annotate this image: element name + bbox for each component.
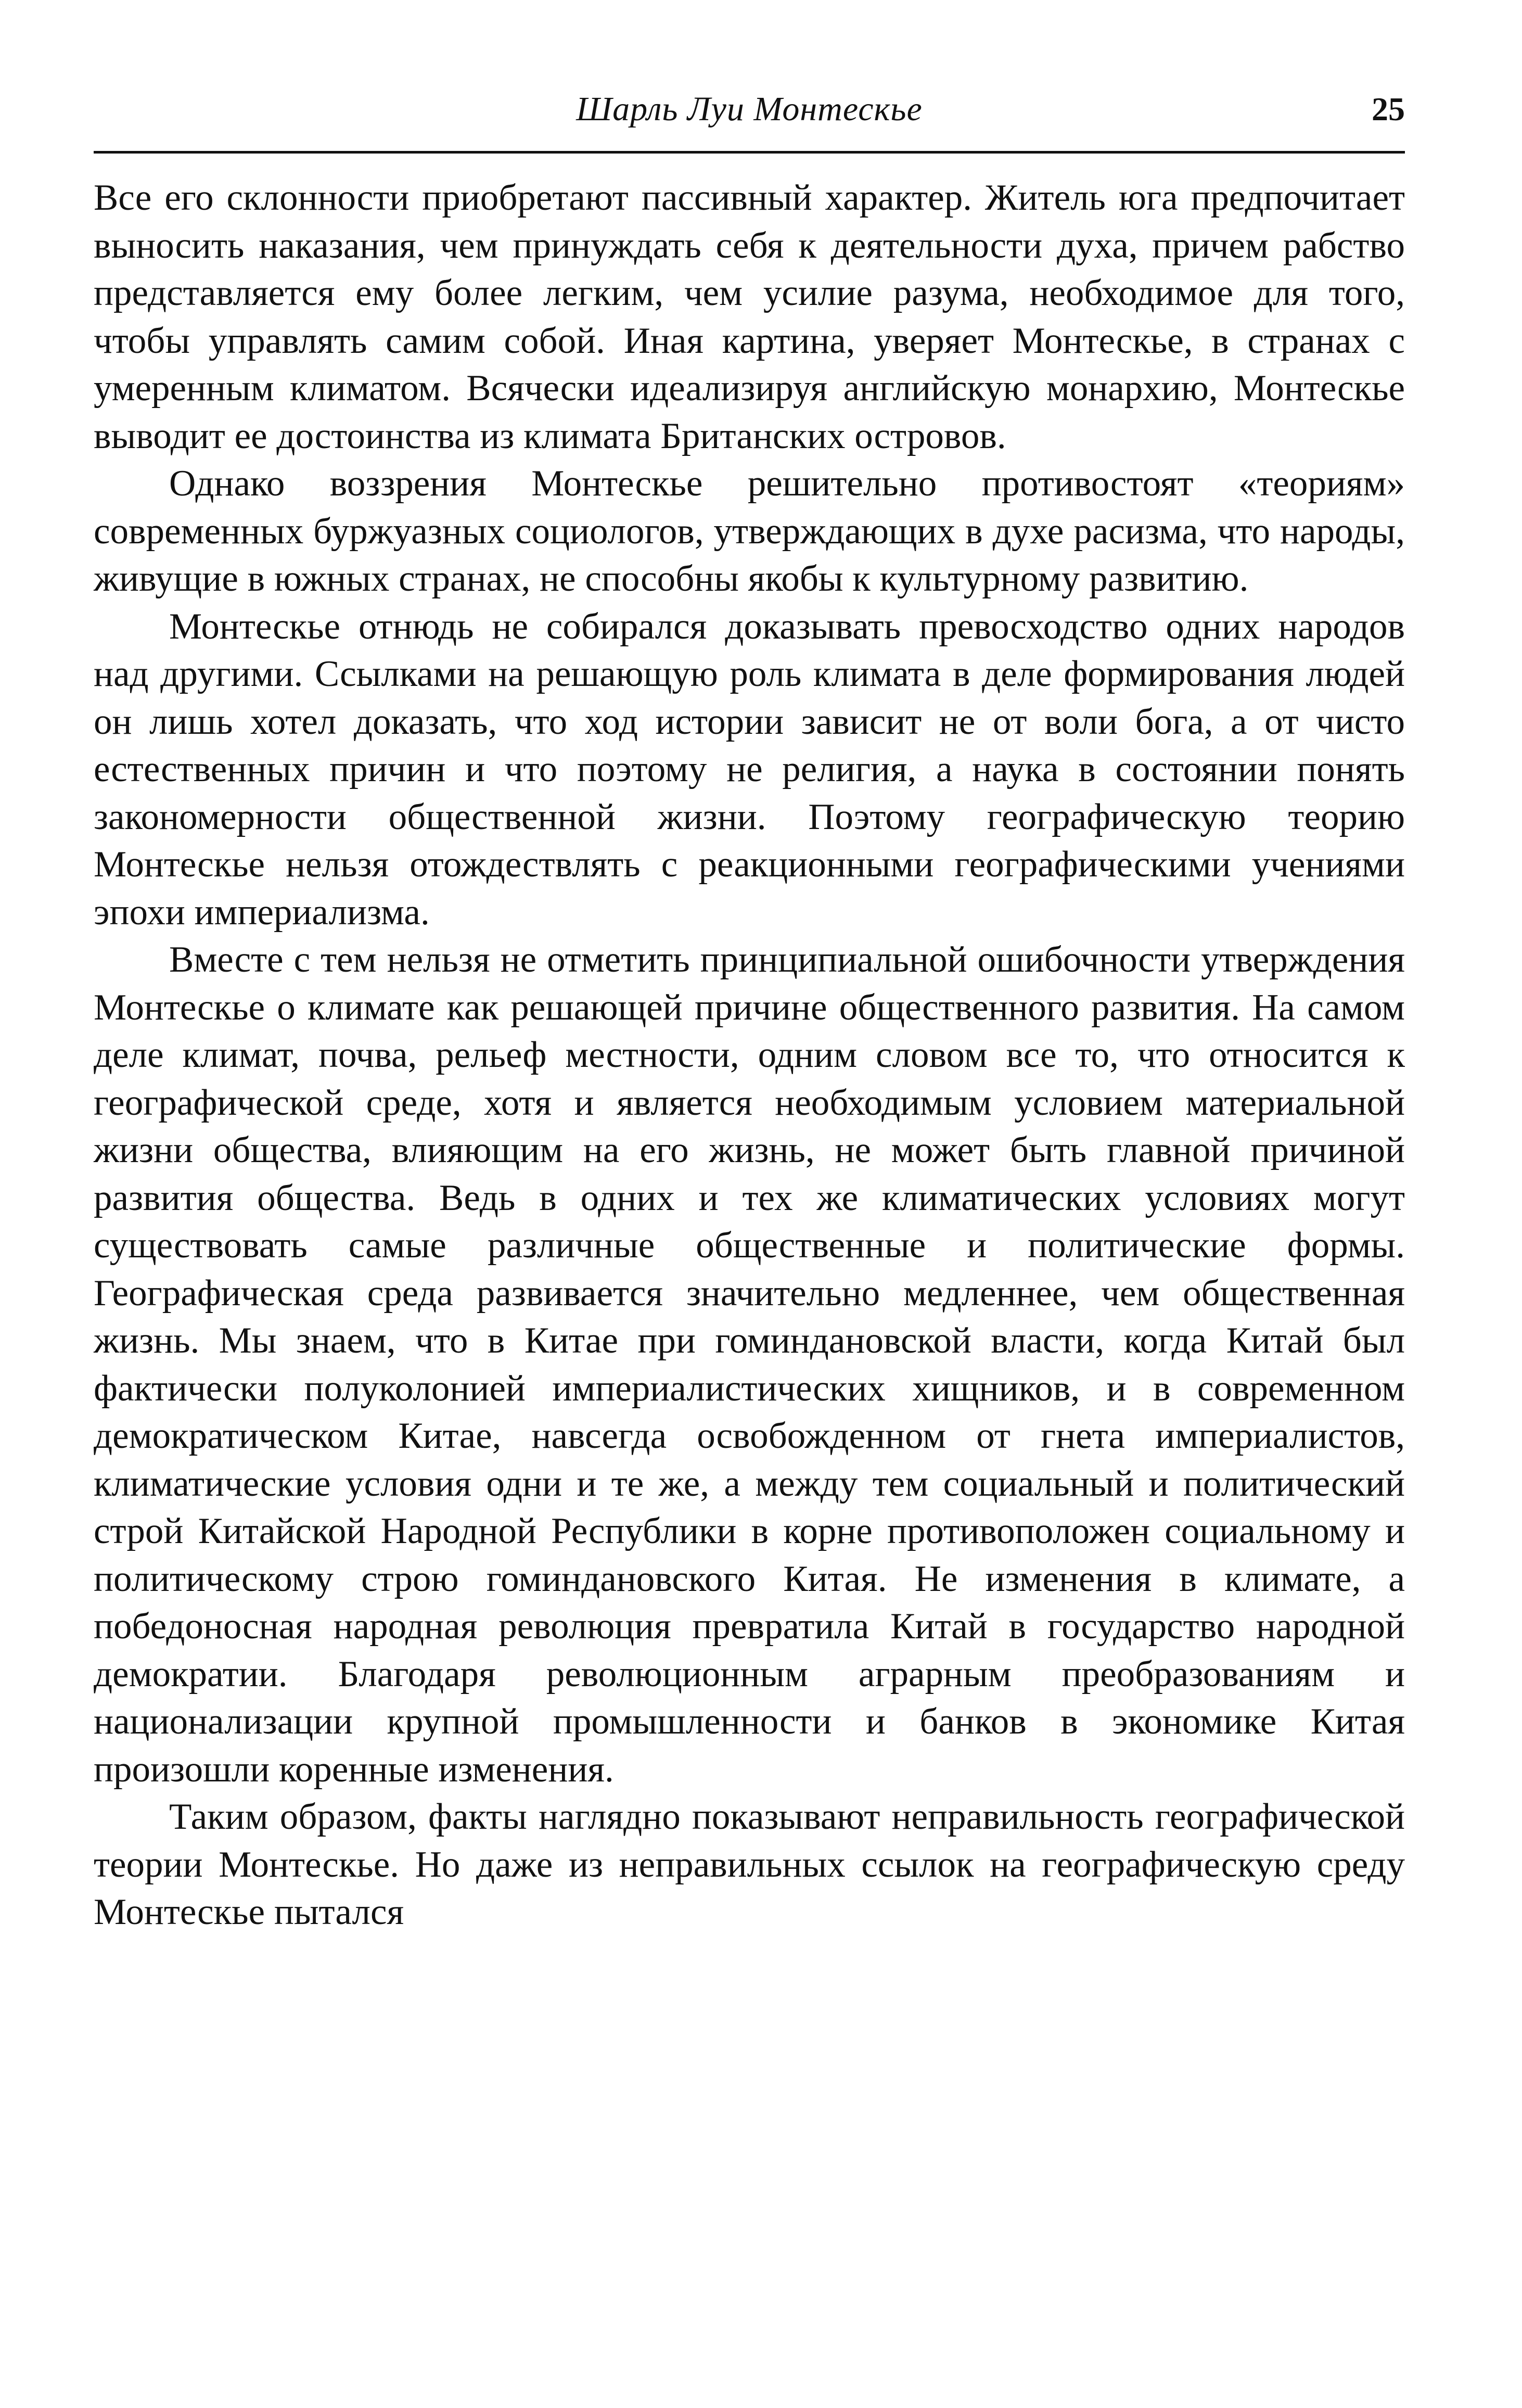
page-number: 25 bbox=[1372, 91, 1405, 128]
paragraph-2: Однако воззрения Монтескье решительно противостоят «теориям» современных буржуазных социологов, утверждающих в духе расизма, что народы, живущие в южных странах, не способны якобы к культурному развитию. bbox=[94, 463, 1405, 599]
paragraph-3: Монтескье отнюдь не собирался доказывать превосходство одних народов над другими. Ссылками на решающую роль климата в деле формирования людей он лишь хотел доказать, что ход истории зависит не от воли бога, а от чисто естественных причин и что поэтому не религия, а наука в состоянии понять закономерности общественной жизни. Поэтому географическую теорию Монтескье нельзя отождествлять с реакционными географическими учениями эпохи империализма. bbox=[94, 606, 1405, 933]
paragraph-4: Вместе с тем нельзя не отметить принципиальной ошибочности утверждения Монтескье о климате как решающей причине общественного развития. На самом деле климат, почва, рельеф местности, одним словом все то, что относится к географической среде, хотя и является необходимым условием материальной жизни общества, влияющим на его жизнь, не может быть главной причиной развития общества. Ведь в одних и тех же климатических условиях могут существовать самые различные общественные и политические формы. Географическая среда развивается значительно медленнее, чем общественная жизнь. Мы знаем, что в Китае при гоминдановской власти, когда Китай был фактически полуколонией империалистических хищников, и в современном демократическом Китае, навсегда освобожденном от гнета империалистов, климатические условия одни и те же, а между тем социальный и политический строй Китайской Народной Республики в корне противоположен социальному и политическому строю гоминдановского Китая. Не изменения в климате, а победоносная народная революция превратила Китай в государство народной демократии. Благодаря революционным аграрным преобразованиям и национализации крупной промышленности и банков в экономике Китая произошли коренные изменения. bbox=[94, 939, 1405, 1790]
paragraph-5: Таким образом, факты наглядно показывают неправильность географической теории Монтескье. Но даже из неправильных ссылок на географическую среду Монтескье пытался bbox=[94, 1797, 1405, 1932]
body-text bbox=[94, 174, 1405, 1936]
running-title: Шарль Луи Монтескье bbox=[576, 90, 923, 128]
book-page bbox=[94, 78, 1405, 2368]
running-head bbox=[94, 78, 1405, 154]
paragraph-1: Все его склонности приобретают пассивный характер. Житель юга предпочитает выносить наказания, чем принуждать себя к деятельности духа, причем рабство представляется ему более легким, чем усилие разума, необходимое для того, чтобы управлять самим собой. Иная картина, уверяет Монтескье, в странах с умеренным климатом. Всячески идеализируя английскую монархию, Монтескье выводит ее достоинства из климата Британских островов. bbox=[94, 177, 1405, 456]
